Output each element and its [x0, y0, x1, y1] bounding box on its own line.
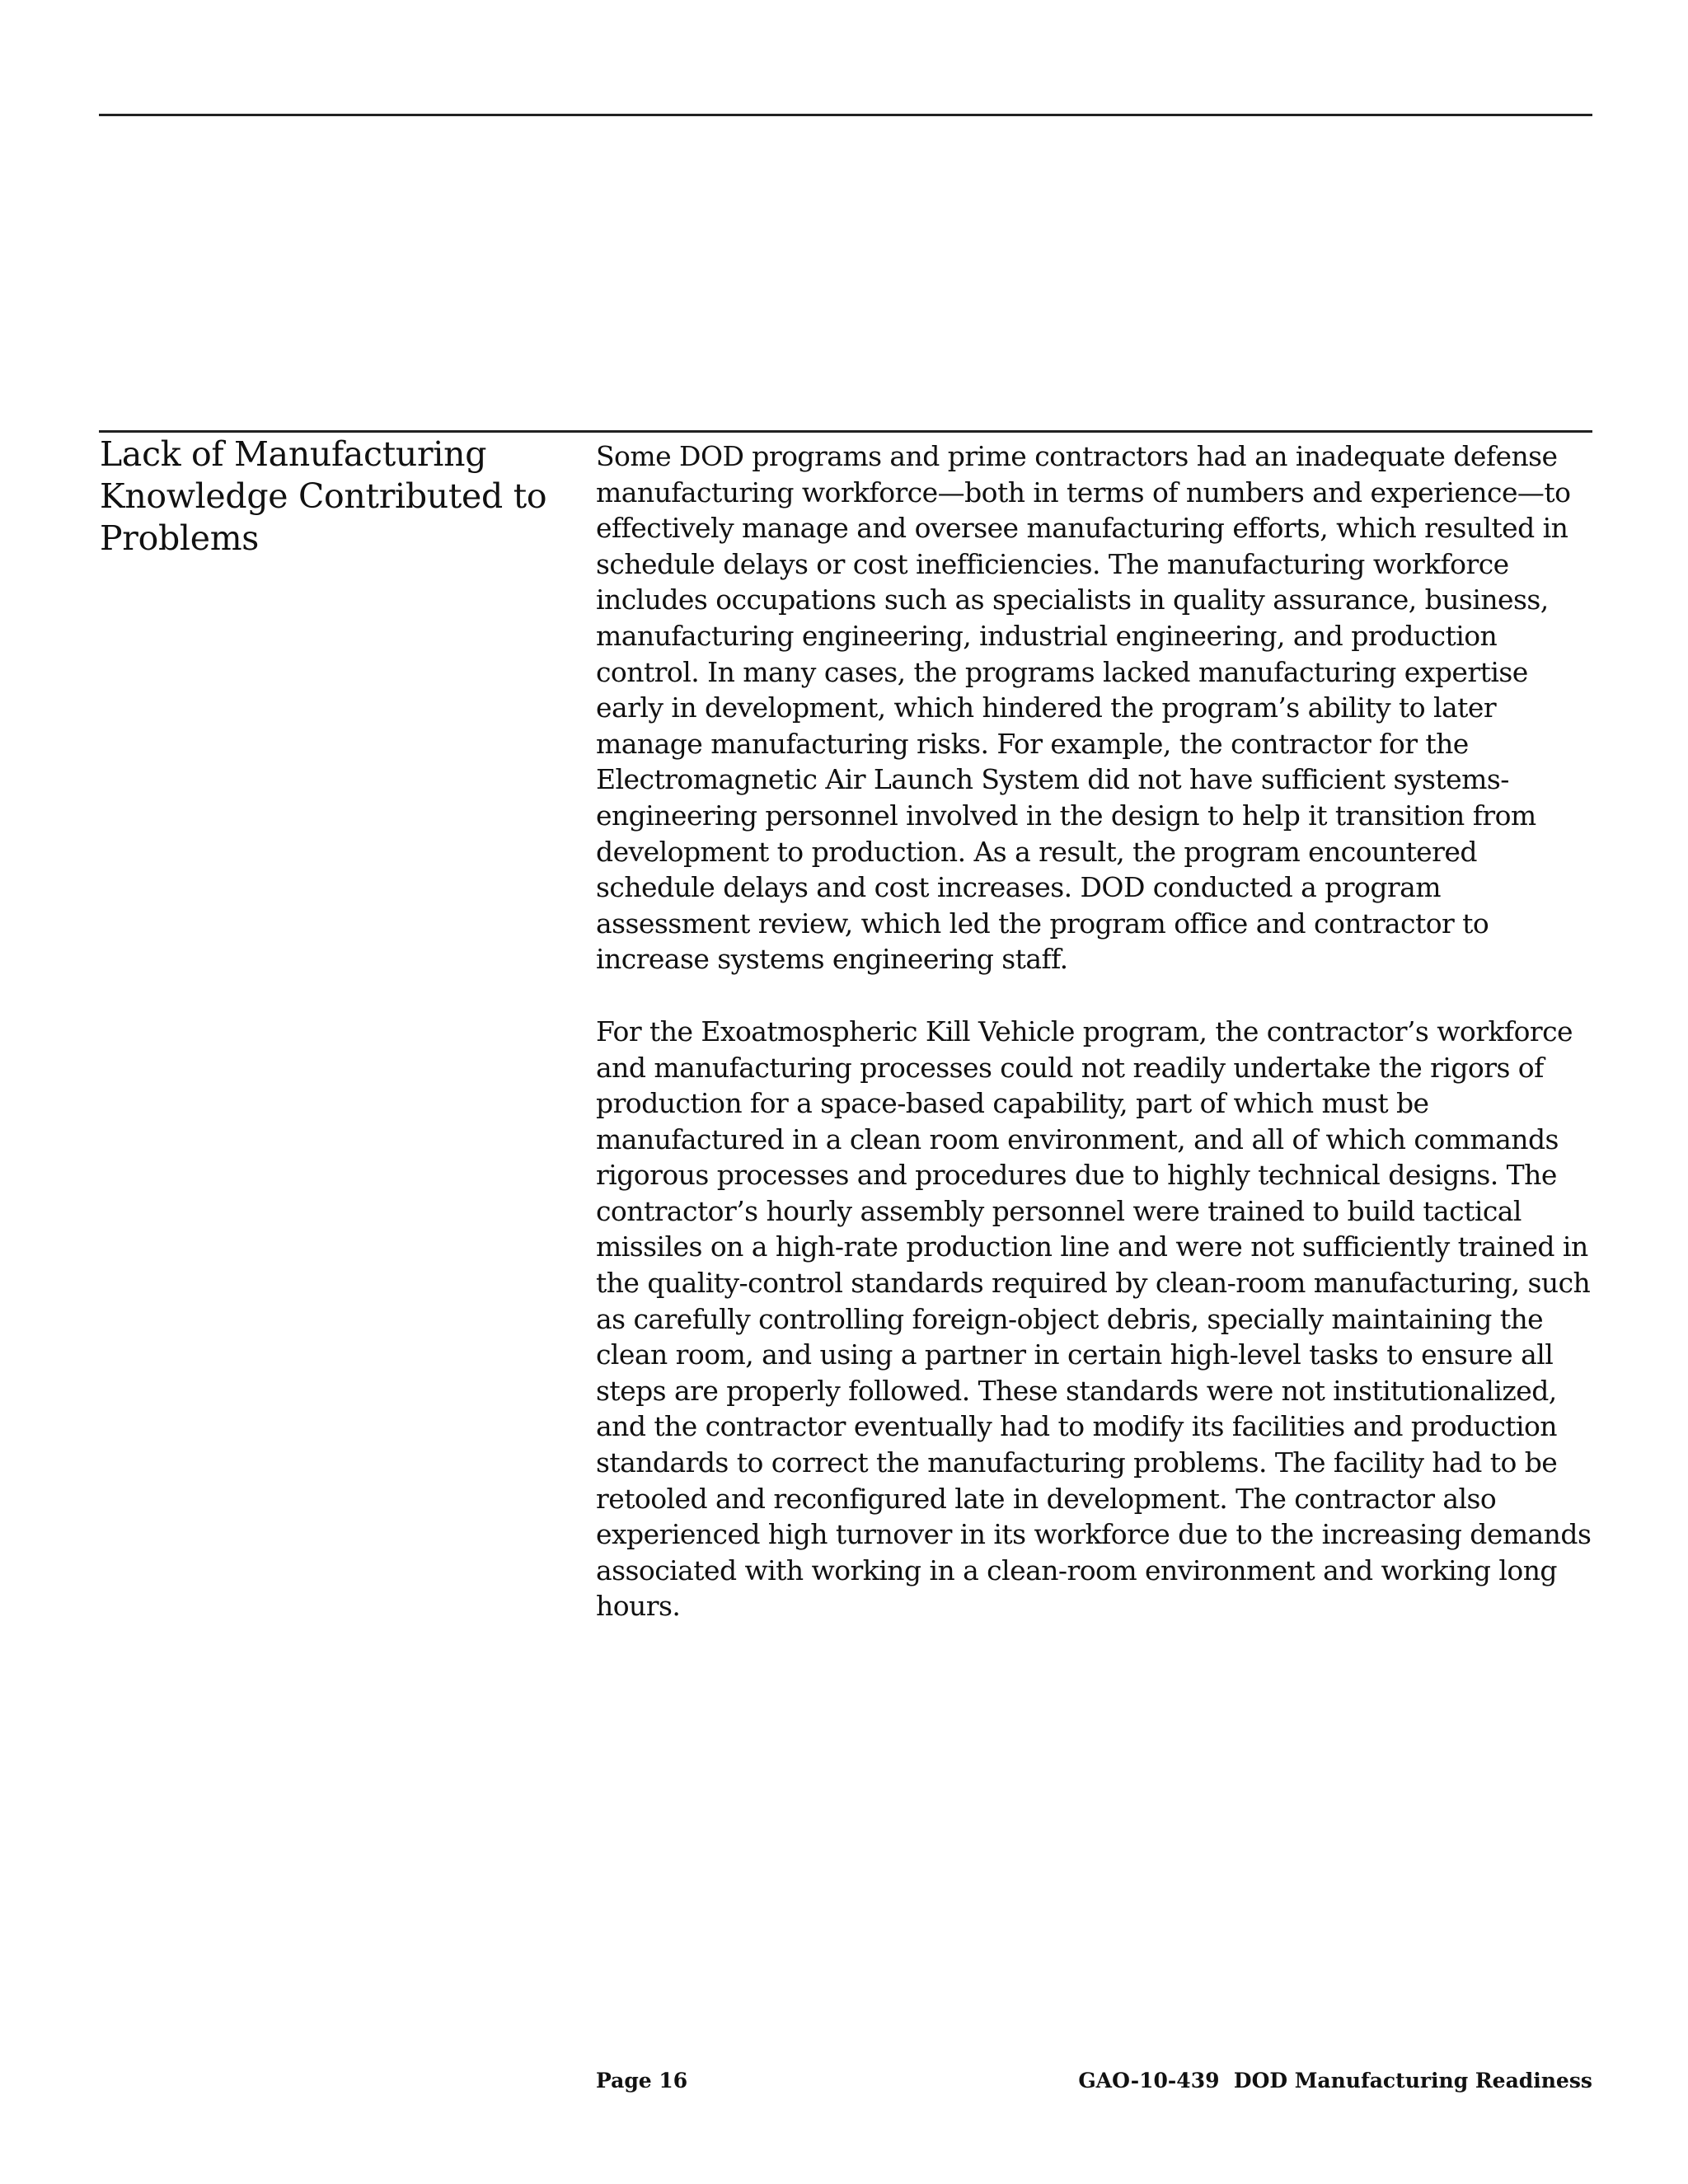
body-text	[596, 438, 1595, 1661]
paragraph-1: Some DOD programs and prime contractors had an inadequate defense manufacturing workforce—both in terms of numbers and experience—to effectively manage and oversee manufacturing efforts, which resulted in schedule delays or cost inefficiencies. The manufacturing workforce includes occupations such as specialists in quality assurance, business, manufacturing engineering, industrial engineering, and production control. In many cases, the programs lacked manufacturing expertise early in development, which hindered the program’s ability to later manage manufacturing risks. For example, the contractor for the Electromagnetic Air Launch System did not have sufficient systems-engineering personnel involved in the design to help it transition from development to production. As a result, the program encountered schedule delays and cost increases. DOD conducted a program assessment review, which led the program office and contractor to increase systems engineering staff.	[596, 440, 1571, 976]
section-heading: Lack of Manufacturing Knowledge Contributed to Problems	[100, 434, 547, 558]
report-title: GAO-10-439 DOD Manufacturing Readiness	[1078, 2069, 1592, 2093]
header-rule	[99, 114, 1592, 116]
section-rule	[99, 430, 1592, 433]
page-number: Page 16	[596, 2069, 688, 2093]
paragraph-2: For the Exoatmospheric Kill Vehicle program, the contractor’s workforce and manufacturing processes could not readily undertake the rigors of production for a space-based capability, part of which must be manufactured in a clean room environment, and all of which commands rigorous processes and procedures due to highly technical designs. The contractor’s hourly assembly personnel were trained to build tactical missiles on a high-rate production line and were not sufficiently trained in the quality-control standards required by clean-room manufacturing, such as carefully controlling foreign-object debris, specially maintaining the clean room, and using a partner in certain high-level tasks to ensure all steps are properly followed. These standards were not institutionalized, and the contractor eventually had to modify its facilities and production standards to correct the manufacturing problems. The facility had to be retooled and reconfigured late in development. The contractor also experienced high turnover in its workforce due to the increasing demands associated with working in a clean-room environment and working long hours.	[596, 1015, 1592, 1623]
